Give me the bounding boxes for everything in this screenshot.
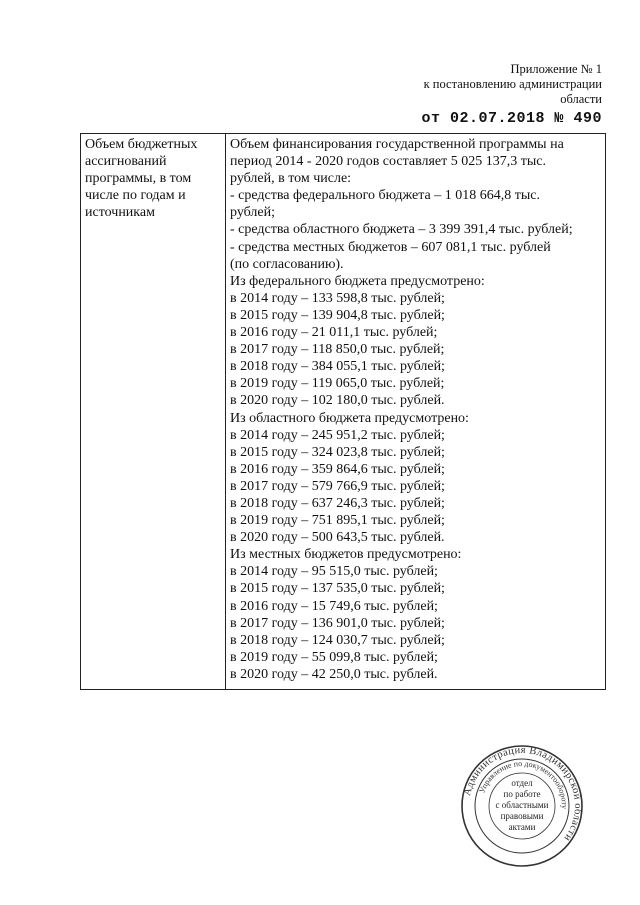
content-cell (226, 134, 606, 690)
content-line: рублей; (230, 205, 275, 221)
appendix-region: области (560, 92, 602, 106)
content-line: в 2015 году – 137 535,0 тыс. рублей; (230, 581, 445, 597)
content-line: в 2014 году – 133 598,8 тыс. рублей; (230, 290, 445, 306)
content-line: в 2020 году – 42 250,0 тыс. рублей. (230, 666, 438, 682)
label-line: ассигнований (85, 154, 167, 169)
content-line: (по согласованию). (230, 256, 344, 272)
stamp-center-text (460, 778, 584, 833)
content-line: - средства местных бюджетов – 607 081,1 тыс. рублей (230, 239, 551, 255)
appendix-decree-ref: к постановлению администрации (423, 77, 602, 91)
label-line: источникам (85, 205, 155, 220)
content-line: рублей, в том числе: (230, 171, 352, 187)
content-line: в 2014 году – 245 951,2 тыс. рублей; (230, 427, 445, 443)
content-line: в 2016 году – 21 011,1 тыс. рублей; (230, 325, 438, 341)
content-line: в 2019 году – 55 099,8 тыс. рублей; (230, 649, 438, 665)
budget-table (80, 133, 606, 690)
label-line: числе по годам и (85, 188, 186, 203)
content-line: в 2017 году – 118 850,0 тыс. рублей; (230, 342, 445, 358)
content-line: в 2014 году – 95 515,0 тыс. рублей; (230, 564, 438, 580)
content-line: Из федерального бюджета предусмотрено: (230, 273, 485, 289)
content-line: в 2019 году – 751 895,1 тыс. рублей; (230, 513, 445, 529)
stamp-inner-ring-text: Управление по документообороту (477, 758, 570, 810)
content-line: в 2018 году – 637 246,3 тыс. рублей; (230, 495, 445, 511)
label-line: Объем бюджетных (85, 137, 198, 152)
content-line: период 2014 - 2020 годов составляет 5 025 137,3 тыс. (230, 154, 547, 170)
stamp-line: с областными (495, 800, 549, 810)
content-line: в 2017 году – 136 901,0 тыс. рублей; (230, 615, 445, 631)
content-line: - средства федерального бюджета – 1 018 664,8 тыс. (230, 188, 540, 204)
content-line: в 2018 году – 384 055,1 тыс. рублей; (230, 359, 445, 375)
stamp-line: отдел (511, 778, 533, 788)
content-line: в 2016 году – 359 864,6 тыс. рублей; (230, 461, 445, 477)
content-line: в 2015 году – 139 904,8 тыс. рублей; (230, 307, 445, 323)
content-line: в 2017 году – 579 766,9 тыс. рублей; (230, 478, 445, 494)
stamp-line: по работе (503, 789, 541, 799)
appendix-title: Приложение № 1 (510, 62, 602, 76)
appendix-header (421, 62, 602, 126)
content-line: Из местных бюджетов предусмотрено: (230, 547, 462, 563)
content-line: в 2016 году – 15 749,6 тыс. рублей; (230, 598, 438, 614)
content-line: Объем финансирования государственной программы на (230, 137, 564, 152)
content-line: в 2020 году – 102 180,0 тыс. рублей. (230, 393, 445, 409)
stamp-line: правовыми (500, 811, 544, 821)
official-stamp (460, 744, 584, 868)
label-cell (81, 134, 226, 690)
decree-date-number: от 02.07.2018 № 490 (421, 110, 602, 127)
content-line: в 2015 году – 324 023,8 тыс. рублей; (230, 444, 445, 460)
stamp-line: актами (508, 822, 536, 832)
stamp-ring-text: Администрация Владимирской области (462, 744, 584, 844)
content-line: в 2018 году – 124 030,7 тыс. рублей; (230, 632, 445, 648)
label-line: программы, в том (85, 171, 192, 186)
content-line: - средства областного бюджета – 3 399 391,4 тыс. рублей; (230, 222, 573, 238)
table-row (81, 134, 606, 690)
content-line: Из областного бюджета предусмотрено: (230, 410, 469, 426)
content-line: в 2019 году – 119 065,0 тыс. рублей; (230, 376, 445, 392)
content-line: в 2020 году – 500 643,5 тыс. рублей. (230, 530, 445, 546)
